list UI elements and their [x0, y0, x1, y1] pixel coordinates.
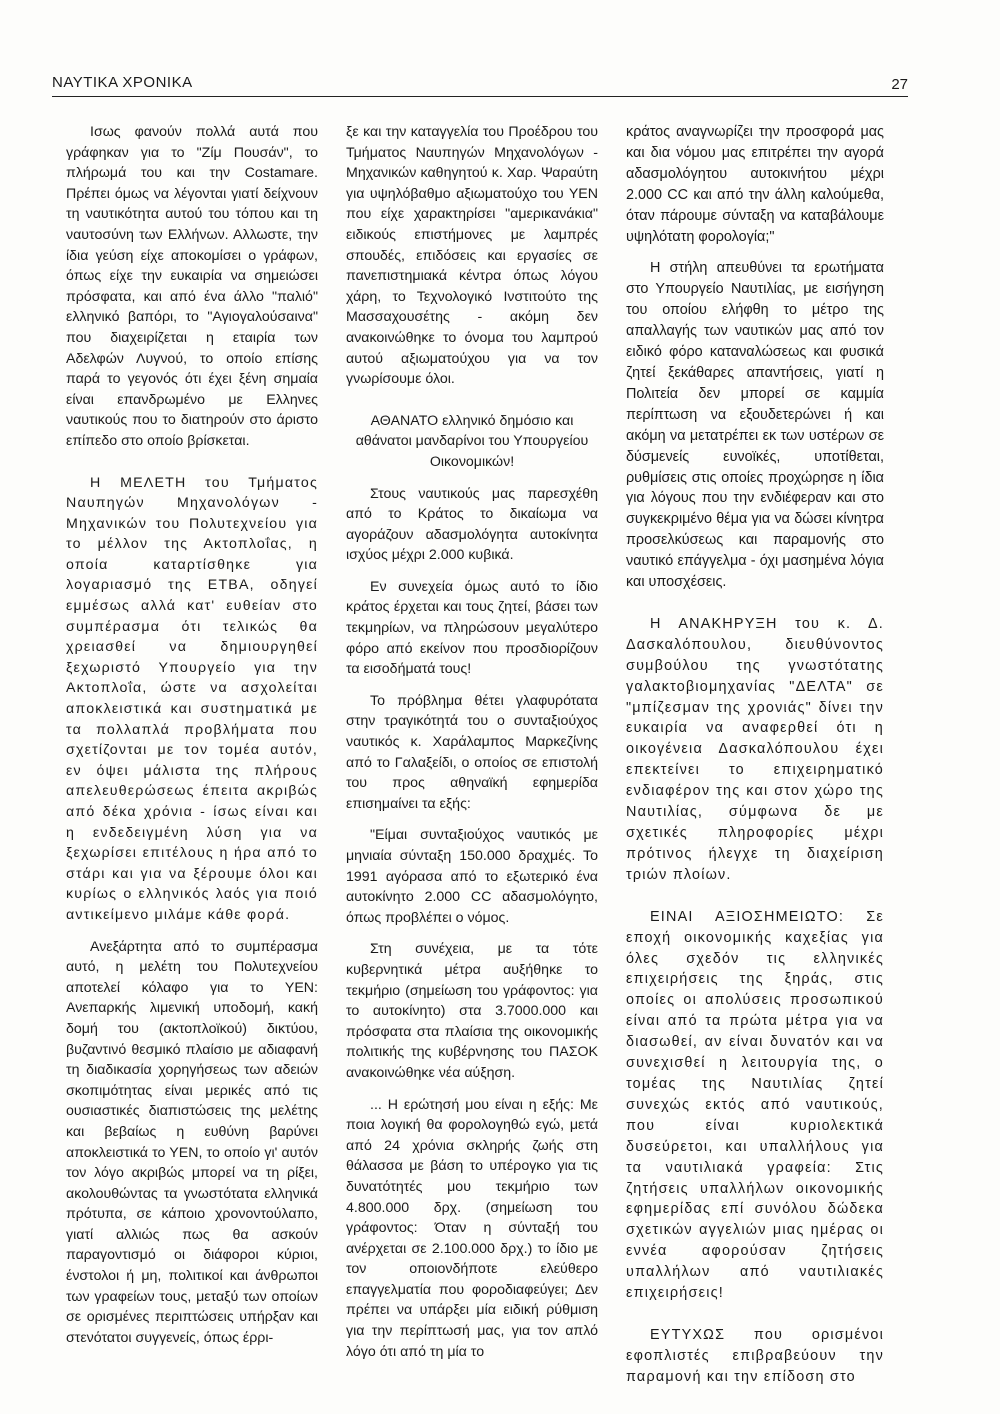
- paragraph: ... Η ερώτησή μου είναι η εξής: Με ποια λογική θα φορολογηθώ εγώ, μετά από 24 χρόνια σκληρής ζωής στη θάλασσα με βάση το υπέρογκο για τις δυνατότητές μου τεκμήριο των 4.800.000 δρχ. (σημείωση του γράφοντος: Όταν η σύνταξή του ανέρχεται σε 2.100.000 δρχ.) το ίδιο με τον οποιονδήποτε ελεύθερο επαγγελματία που φοροδιαφεύγει; Δεν πρέπει να υπάρξει μία ειδική ρύθμιση για την περίπτωσή μας, για τον απλό λόγο ότι από τη μία το: [346, 1096, 598, 1360]
- column-3: [626, 122, 884, 1388]
- paragraph: Η στήλη απευθύνει τα ερωτήματα στο Υπουργείο Ναυτιλίας, με εισήγηση του οποίου ελήφθη το μέτρο της απαλλαγής των ναυτικών μας από τον ειδικό φόρο καταναλώσεως και φυσικά ζητεί ξεκάθαρες απαντήσεις, γιατί η Πολιτεία δεν μπορεί σε καμμία περίπτωση να εξουδετερώνει ή και ακόμη να μετατρέπει εκ των υστέρων σε δύσμενείς ευνοϊκές, υποτίθεται, ρυθμίσεις στις οποίες προχώρησε η ίδια για λόγους που την ενδιέφεραν και στο συγκεκριμένο θέμα για να δώσει κίνητρα προσελκύσεως και παραμονής στο ναυτικό επάγγελμα - όχι μασημένα λόγια και υποσχέσεις.: [626, 260, 884, 591]
- paragraph: Εν συνεχεία όμως αυτό το ίδιο κράτος έρχεται και τους ζητεί, βάσει των τεκμηρίων, να πληρώσουν μεγαλύτερο φόρο από εκείνον που προσδιορίζουν τα εισοδήματά τους!: [346, 578, 598, 678]
- page-number: 27: [891, 76, 908, 93]
- paragraph: Η ΜΕΛΕΤΗ του Τμήματος Ναυπηγών Μηχανολόγων - Μηχανικών του Πολυτεχνείου για το μέλλον της Ακτοπλοΐας, η οποία καταρτίσθηκε για λογαριασμό της ΕΤΒΑ, οδηγεί εμμέσως αλλά κατ' ευθείαν στο συμπέρασμα ότι τελικώς θα χρειασθεί να δημιουργηθεί ξεχωριστό Υπουργείο για την Ακτοπλοΐα, ώστε να ασχολείται αποκλειστικά και συστηματικά με τα πολλαπλά προβλήματα που σχετίζονται με τον τομέα αυτόν, εν όψει μάλιστα της πλήρους απελευθερώσεως έπειτα ακριβώς από δέκα χρόνια - ίσως είναι και η ενδεδειγμένη λύση για να ξεχωρίσει επιτέλους η ήρα από το στάρι και για να ξέρουμε όλοι και κυρίως ο ελληνικός λαός για ποιό αντικείμενο μιλάμε κάθε φορά.: [66, 474, 318, 923]
- paragraph: ξε και την καταγγελία του Προέδρου του Τμήματος Ναυπηγών Μηχανολόγων - Μηχανικών καθηγητού κ. Χαρ. Ψαραύτη για υψηλόβαθμο αξιωματούχο του ΥΕΝ που είχε χαρακτηρίσει "αμερικανάκια" ειδικούς επιστήμονες με λαμπρές σπουδές, επιδόσεις και εργασίες σε πανεπιστημιακά κέντρα όπως λόγου χάρη, το Τεχνολογικό Ινστιτούτο της Μασσαχουσέτης - ακόμη δεν ανακοινώθηκε το όνομα του λαμπρού αυτού αξιωματούχου για να τον γνωρίσουμε όλοι.: [346, 124, 598, 388]
- paragraph-heading: ΑΘΑΝΑΤΟ ελληνικό δημόσιο και αθάνατοι μανδαρίνοι του Υπουργείου Οικονομικών!: [355, 412, 589, 470]
- paragraph: ΕΙΝΑΙ ΑΞΙΟΣΗΜΕΙΩΤΟ: Σε εποχή οικονομικής καχεξίας για όλες σχεδόν τις ελληνικές επιχειρήσεις της ξηράς, στις οποίες οι απολύσεις προσωπικού είναι από τα πρώτα μέτρα για να διασωθεί, αν είναι δυνατόν και να συνεχισθεί η λειτουργία της, ο τομέας της Ναυτιλίας ζητεί συνεχώς εκτός από ναυτικούς, που είναι κυριολεκτικά δυσεύρετοι, και υπαλλήλους για τα ναυτιλιακά γραφεία: Στις ζητήσεις υπαλλήλων οικονομικής εφημερίδας επί συνόλου δώδεκα σχετικών αγγελιών μιας ημέρας οι εννέα αφορούσαν ζητήσεις υπαλλήλων από ναυτιλιακές επιχειρήσεις!: [626, 908, 884, 1302]
- paragraph: Η ΑΝΑΚΗΡΥΞΗ του κ. Δ. Δασκαλόπουλου, διευθύνοντος συμβούλου της γνωστότατης γαλακτοβιομηχανίας "ΔΕΛΤΑ" σε "μπίζεσμαν της χρονιάς" δίνει την ευκαιρία να αναφερθεί ότι η οικογένεια Δασκαλόπουλου έχει επεκτείνει το επιχειρηματικό ενδιαφέρον της και στον χώρο της Ναυτιλίας, σύμφωνα δε με σχετικές πληροφορίες μέχρι πρότινος ήλεγχε τη διαχείριση τριών πλοίων.: [626, 615, 884, 883]
- header-rule: [52, 96, 908, 97]
- paragraph: κράτος αναγνωρίζει την προσφορά μας και δια νόμου μας επιτρέπει την αγορά αδασμολόγητου αυτοκινήτου μέχρι 2.000 CC και από την άλλη καλούμεθα, όταν πάρουμε σύνταξη να καταβάλουμε υψηλότατη φορολογία;": [626, 124, 884, 245]
- paragraph: Ανεξάρτητα από το συμπέρασμα αυτό, η μελέτη του Πολυτεχνείου αποτελεί κόλαφο για το ΥΕΝ: Ανεπαρκής λιμενική υποδομή, κακή δομή του (ακτοπλοϊκού) δικτύου, βυζαντινό θεσμικό πλαίσιο με αδιαφανή τη διαδικασία χορηγήσεως των αδειών σκοπιμότητας είναι μερικές από τις ουσιαστικές διαπιστώσεις της μελέτης και βεβαίως η ευθύνη βαρύνει αποκλειστικά το ΥΕΝ, το οποίο γι' αυτόν τον λόγο ακριβώς μπορεί να τη ρίξει, ακολουθώντας τα γνωστότατα ελληνικά πρότυπα, σε κάποιο χρονοντούλαπο, γιατί αλλιώς πως θα ασκούν παραγοντισμό οι διάφοροι κύριοι, ένστολοι ή μη, πολιτικοί και άνθρωποι των γραφείων τους, μεταξύ των οποίων σε ορισμένες περιπτώσεις υπήρξαν και στενότατοι συγγενείς, όπως έρρι-: [66, 938, 318, 1346]
- journal-name: ΝΑΥΤΙΚΑ ΧΡΟΝΙΚΑ: [52, 74, 193, 91]
- paragraph: Το πρόβλημα θέτει γλαφυρότατα στην τραγικότητά του ο συνταξιούχος ναυτικός κ. Χαράλαμπος Μαρκεζίνης από το Γαλαξείδι, ο οποίος σε επιστολή του προς αθηναϊκή εφημερίδα επισημαίνει τα εξής:: [346, 692, 598, 812]
- paragraph: "Είμαι συνταξιούχος ναυτικός με μηνιαία σύνταξη 150.000 δραχμές. Το 1991 αγόρασα από το εξωτερικό ένα αυτοκίνητο 2.000 CC αδασμολόγητο, όπως προβλέπει ο νόμος.: [346, 827, 598, 926]
- paragraph: Στη συνέχεια, με τα τότε κυβερνητικά μέτρα αυξήθηκε το τεκμήριο (σημείωση του γράφοντος: για το αυτοκίνητο) στα 3.7000.000 και πρόσφατα στα πλαίσια της οικονομικής πολιτικής της κυβέρνησης του ΠΑΣΟΚ ανακοινώθηκε νέα αύξηση.: [346, 941, 598, 1081]
- paragraph: Ισως φανούν πολλά αυτά που γράφηκαν για το "Ζίμ Πουσάν", το πλήρωμά του και την Costamare. Πρέπει όμως να λέγονται γιατί δείχνουν τη ναυτικότητα αυτού του τόπου και τη ναυτοσύνη των Ελλήνων. Αλλωστε, την ίδια γεύση είχε αποκομίσει ο γράφων, όπως είχε την ευκαιρία να σημειώσει πρόσφατα, και από ένα άλλο "παλιό" ελληνικό βαπόρι, το "Αγιογαλούσαινα" που διαχειρίζεται η εταιρία των Αδελφών Λυγνού, το οποίο επίσης παρά το γεγονός ότι έχει ξένη σημαία είναι επανδρωμένο με Ελληνες ναυτικούς που το διατηρούν στο άριστο επίπεδο στο οποίο βρίσκεται.: [66, 124, 318, 449]
- paragraph: ΕΥΤΥΧΩΣ που ορισμένοι εφοπλιστές επιβραβεύουν την παραμονή και την επίδοση στο: [626, 1326, 884, 1385]
- column-2: [346, 122, 598, 1362]
- column-1: [66, 122, 318, 1348]
- paragraph: Στους ναυτικούς μας παρεσχέθη από το Κράτος το δικαίωμα να αγοράζουν αδασμολόγητα αυτοκίνητα ισχύος μέχρι 2.000 κυβικά.: [346, 485, 598, 564]
- header-bar: [52, 66, 908, 96]
